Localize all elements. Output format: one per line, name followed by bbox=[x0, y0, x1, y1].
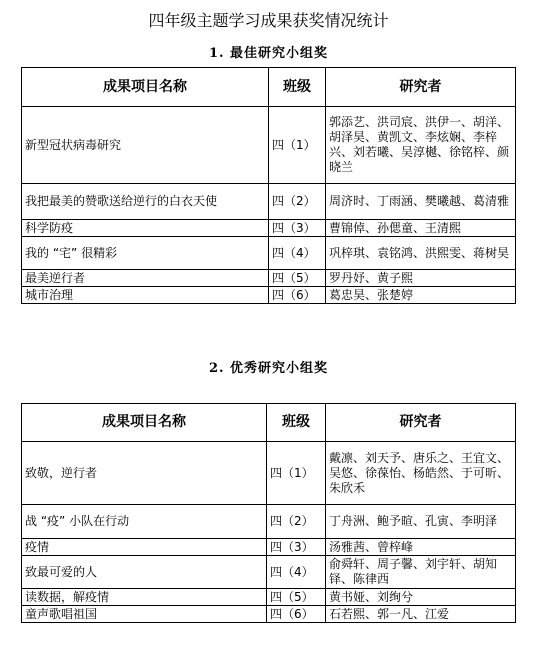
class-cell: 四（2） bbox=[269, 184, 326, 220]
table-header-row bbox=[22, 404, 516, 442]
table-row bbox=[22, 270, 516, 287]
header-class: 班级 bbox=[269, 68, 326, 107]
table-row bbox=[22, 237, 516, 270]
project-cell: 我把最美的赞歌送给逆行的白衣天使 bbox=[22, 184, 269, 220]
table-row bbox=[22, 539, 516, 556]
table-row bbox=[22, 556, 516, 589]
header-researchers: 研究者 bbox=[326, 68, 516, 107]
class-cell: 四（5） bbox=[267, 589, 326, 606]
table-row bbox=[22, 107, 516, 184]
header-project: 成果项目名称 bbox=[22, 404, 267, 442]
project-cell: 读数据，解疫情 bbox=[22, 589, 267, 606]
project-cell: 童声歌唱祖国 bbox=[22, 606, 267, 623]
class-cell: 四（5） bbox=[269, 270, 326, 287]
researchers-cell: 郭添艺、洪司宸、洪伊一、胡洋、胡泽昊、黄凯文、李炫娴、李梓兴、刘若曦、吴淳樾、徐铭梓、颜晓兰 bbox=[326, 107, 516, 184]
researchers-cell: 巩梓琪、袁铭鸿、洪熙雯、蒋树昊 bbox=[326, 237, 516, 270]
project-cell: 城市治理 bbox=[22, 287, 269, 304]
project-cell: 最美逆行者 bbox=[22, 270, 269, 287]
table-row bbox=[22, 287, 516, 304]
section-heading-excellent: 2. 优秀研究小组奖 bbox=[208, 361, 329, 376]
class-cell: 四（4） bbox=[269, 237, 326, 270]
project-cell: 致敬，逆行者 bbox=[22, 442, 267, 505]
project-cell: 新型冠状病毒研究 bbox=[22, 107, 269, 184]
page-title: 四年级主题学习成果获奖情况统计 bbox=[148, 11, 389, 30]
researchers-cell: 俞舜轩、周子馨、刘宇轩、胡知铎、陈律西 bbox=[326, 556, 516, 589]
researchers-cell: 葛忠昊、张楚婷 bbox=[326, 287, 516, 304]
project-cell: 疫情 bbox=[22, 539, 267, 556]
researchers-cell: 丁舟洲、鲍予暄、孔寅、李明泽 bbox=[326, 505, 516, 539]
project-cell: 我的 “宅” 很精彩 bbox=[22, 237, 269, 270]
class-cell: 四（1） bbox=[269, 107, 326, 184]
header-project: 成果项目名称 bbox=[22, 68, 269, 107]
researchers-cell: 曹锦倬、孙偲童、王清熙 bbox=[326, 220, 516, 237]
class-cell: 四（6） bbox=[267, 606, 326, 623]
researchers-cell: 黄书娅、刘绚兮 bbox=[326, 589, 516, 606]
table-row bbox=[22, 606, 516, 623]
class-cell: 四（6） bbox=[269, 287, 326, 304]
table-row bbox=[22, 220, 516, 237]
table-row bbox=[22, 589, 516, 606]
researchers-cell: 石若熙、郭一凡、江爱 bbox=[326, 606, 516, 623]
researchers-cell: 汤雅茜、曾梓峰 bbox=[326, 539, 516, 556]
class-cell: 四（3） bbox=[267, 539, 326, 556]
class-cell: 四（4） bbox=[267, 556, 326, 589]
class-cell: 四（1） bbox=[267, 442, 326, 505]
table-row bbox=[22, 184, 516, 220]
section-heading-best: 1. 最佳研究小组奖 bbox=[208, 46, 329, 61]
researchers-cell: 戴凛、刘天予、唐乐之、王宜文、吴悠、徐葆怡、杨皓然、于可昕、朱欣禾 bbox=[326, 442, 516, 505]
project-cell: 战 “疫” 小队在行动 bbox=[22, 505, 267, 539]
project-cell: 科学防疫 bbox=[22, 220, 269, 237]
table-row bbox=[22, 505, 516, 539]
researchers-cell: 罗丹妤、黄子熙 bbox=[326, 270, 516, 287]
table-header-row bbox=[22, 68, 516, 107]
project-cell: 致最可爱的人 bbox=[22, 556, 267, 589]
best-group-table bbox=[21, 67, 516, 304]
researchers-cell: 周济时、丁雨涵、樊曦越、葛清雅 bbox=[326, 184, 516, 220]
excellent-group-table bbox=[21, 403, 516, 623]
class-cell: 四（3） bbox=[269, 220, 326, 237]
class-cell: 四（2） bbox=[267, 505, 326, 539]
header-researchers: 研究者 bbox=[326, 404, 516, 442]
table-row bbox=[22, 442, 516, 505]
header-class: 班级 bbox=[267, 404, 326, 442]
